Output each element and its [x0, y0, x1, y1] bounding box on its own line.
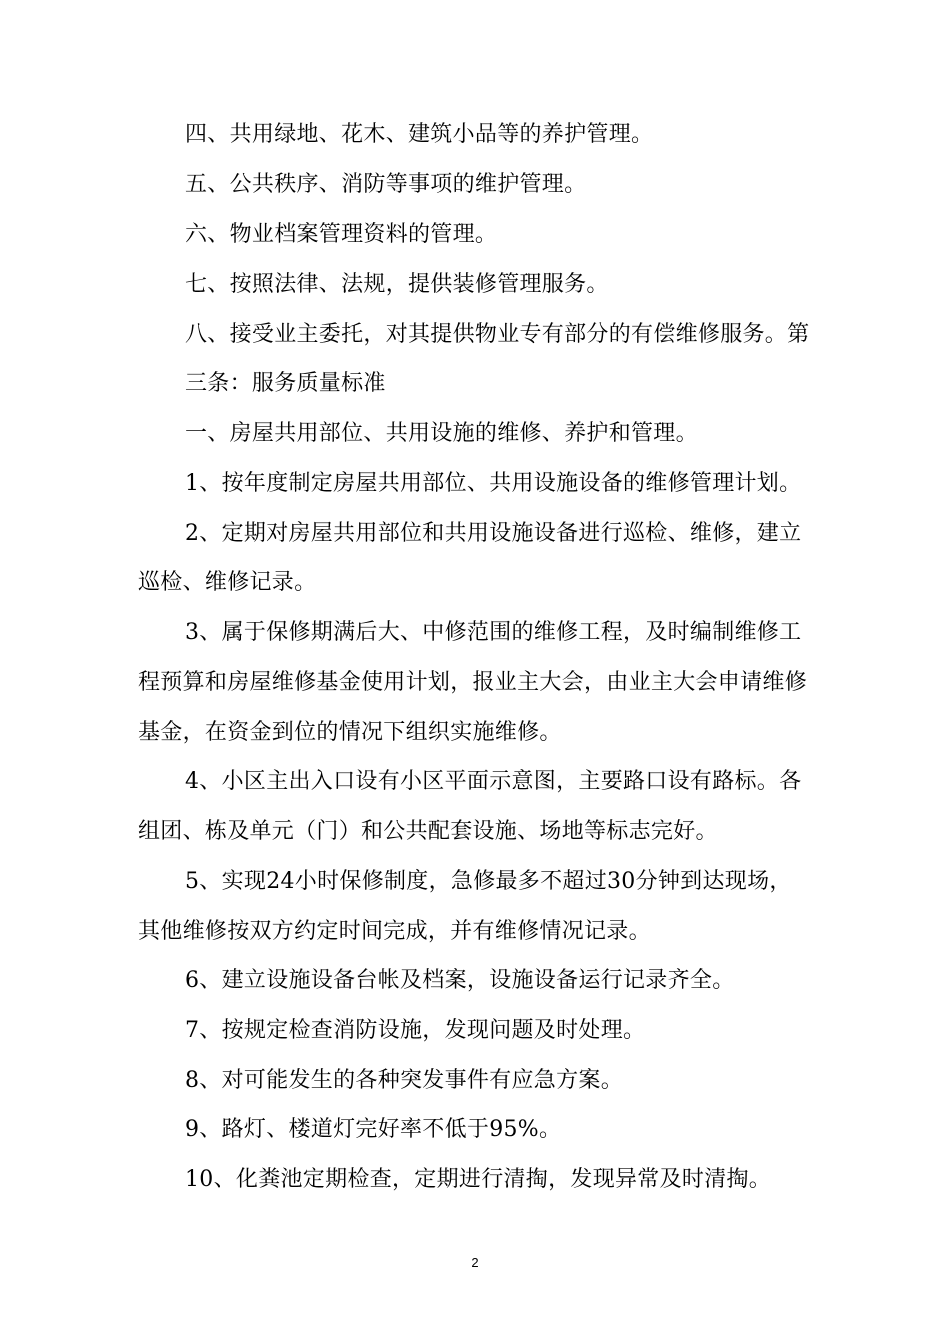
text-line: 组团、栋及单元（门）和公共配套设施、场地等标志完好。: [138, 819, 718, 844]
text-line: 10、化粪池定期检查，定期进行清掏，发现异常及时清掏。: [185, 1167, 772, 1192]
text-line: 9、路灯、楼道灯完好率不低于95%。: [185, 1117, 562, 1142]
text-line: 5、实现24小时保修制度，急修最多不超过30分钟到达现场，: [185, 869, 792, 894]
text-line: 其他维修按双方约定时间完成，并有维修情况记录。: [138, 919, 651, 944]
text-line: 一、房屋共用部位、共用设施的维修、养护和管理。: [185, 421, 698, 446]
text-line: 6、建立设施设备台帐及档案，设施设备运行记录齐全。: [185, 968, 735, 993]
text-line: 程预算和房屋维修基金使用计划，报业主大会，由业主大会申请维修: [138, 670, 808, 695]
text-line: 六、物业档案管理资料的管理。: [185, 222, 498, 247]
text-line: 三条：服务质量标准: [185, 371, 386, 396]
text-line: 4、小区主出入口设有小区平面示意图，主要路口设有路标。各: [185, 769, 802, 794]
text-line: 八、接受业主委托，对其提供物业专有部分的有偿维修服务。第: [185, 322, 810, 347]
text-line: 2、定期对房屋共用部位和共用设施设备进行巡检、维修，建立: [185, 521, 802, 546]
text-line: 巡检、维修记录。: [138, 570, 317, 595]
text-line: 7、按规定检查消防设施，发现问题及时处理。: [185, 1018, 646, 1043]
text-line: 四、共用绿地、花木、建筑小品等的养护管理。: [185, 122, 654, 147]
text-line: 基金，在资金到位的情况下组织实施维修。: [138, 720, 562, 745]
text-line: 五、公共秩序、消防等事项的维护管理。: [185, 172, 587, 197]
text-line: 8、对可能发生的各种突发事件有应急方案。: [185, 1068, 623, 1093]
text-line: 七、按照法律、法规，提供装修管理服务。: [185, 272, 609, 297]
text-line: 3、属于保修期满后大、中修范围的维修工程，及时编制维修工: [185, 620, 802, 645]
text-line: 1、按年度制定房屋共用部位、共用设施设备的维修管理计划。: [185, 471, 802, 496]
page-number: 2: [471, 1255, 479, 1270]
